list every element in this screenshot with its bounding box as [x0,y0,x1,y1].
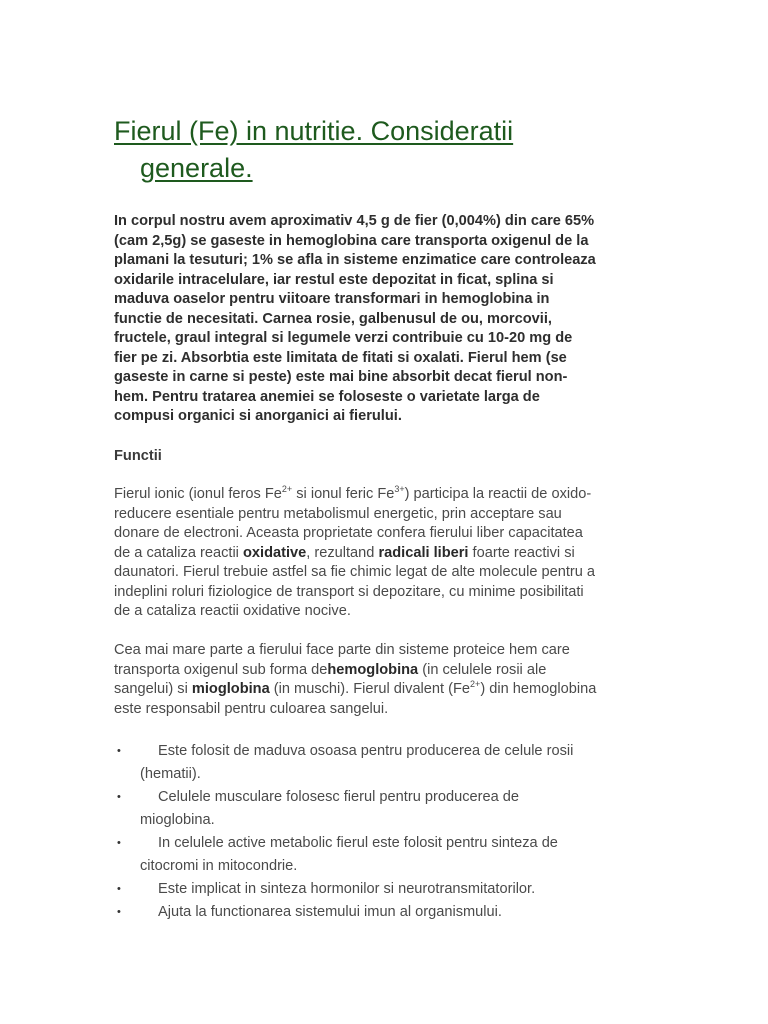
paragraph-hemoglobina [114,641,659,719]
text-fragment: ) din hemoglobina [480,681,597,697]
intro-line: fructele, graul integral si legumele verzi contribuie cu 10-20 mg de [114,330,573,346]
list-item-line: Celulele musculare folosesc fierul pentru producerea de [158,789,519,805]
bullet-icon: • [117,906,121,918]
text-fragment: Fierul ionic (ionul feros Fe [114,486,282,502]
paragraph-line: este responsabil pentru culoarea sangelui. [114,700,389,717]
bullet-icon: • [117,883,121,895]
list-item-line: In celulele active metabolic fierul este folosit pentru sinteza de [158,835,558,851]
intro-line: fier pe zi. Absorbtia este limitata de fitati si oxalati. Fierul hem (se [114,349,567,366]
list-item-text [140,901,659,924]
bold-term-hemoglobina: hemoglobina [327,661,419,678]
intro-line: gaseste in carne si peste) este mai bine absorbit decat fierul non- [114,369,568,385]
paragraph-line: reducere esentiale pentru metabolismul energetic, prin acceptare sau [114,505,562,522]
list-item-line: mioglobina. [140,812,215,828]
paragraph-fier-ionic [114,485,659,622]
functions-bullet-list [114,740,659,924]
bold-term-radicali-liberi: radicali liberi [378,544,469,561]
intro-line: maduva oaselor pentru viitoare transformari in hemoglobina in [114,291,550,307]
list-item-text [140,832,659,878]
title-line-2: generale. [140,153,253,183]
paragraph-line: indeplini roluri fiziologice de transport si depozitare, cu minime posibilitati [114,583,584,600]
text-fragment: (in celulele rosii ale [418,661,547,678]
paragraph-line [114,661,659,681]
list-item [114,740,659,786]
paragraph-line [114,680,659,700]
paragraph-line: de a cataliza reactii oxidative nocive. [114,603,351,619]
document-title [114,113,659,187]
list-item [114,901,659,924]
paragraph-line [114,544,659,564]
section-heading-functii: Functii [114,448,162,464]
text-fragment: si ionul feric Fe [292,486,395,502]
list-item-line: (hematii). [140,766,201,782]
text-fragment: , rezultand [306,544,379,561]
superscript-charge: 2+ [470,679,481,690]
list-item-text [140,740,659,786]
bullet-icon: • [117,791,121,803]
list-item-line: Este implicat in sinteza hormonilor si neurotransmitatorilor. [158,881,536,897]
paragraph-line: donare de electroni. Aceasta proprietate confera fierului liber capacitatea [114,525,583,541]
intro-line: hem. Pentru tratarea anemiei se foloseste o varietate larga de [114,388,540,405]
bullet-icon: • [117,837,121,849]
text-fragment: sangelui) si [114,681,192,697]
bold-term-oxidative: oxidative [242,544,307,561]
list-item-line: Ajuta la functionarea sistemului imun al organismului. [158,904,502,920]
list-item-line: citocromi in mitocondrie. [140,858,298,874]
text-fragment: (in muschi). Fierul divalent (Fe [269,681,471,697]
list-item-text [140,786,659,832]
intro-line: (cam 2,5g) se gaseste in hemoglobina care transporta oxigenul de la [114,232,589,249]
intro-paragraph [114,212,659,427]
list-item-line: Este folosit de maduva osoasa pentru producerea de celule rosii [158,743,574,759]
intro-line: functie de necesitati. Carnea rosie, galbenusul de ou, morcovii, [114,310,552,327]
list-item [114,786,659,832]
superscript-charge: 3+ [394,484,405,495]
paragraph-line: Cea mai mare parte a fierului face parte din sisteme proteice hem care [114,642,570,658]
text-fragment: ) participa la reactii de oxido- [404,486,592,502]
intro-line: plamani la tesuturi; 1% se afla in sisteme enzimatice care controleaza [114,252,596,268]
text-fragment: foarte reactivi si [468,544,575,561]
intro-line: compusi organici si anorganici ai fierului. [114,408,402,424]
bold-term-mioglobina: mioglobina [191,681,270,697]
superscript-charge: 2+ [281,484,293,495]
intro-line: In corpul nostru avem aproximativ 4,5 g de fier (0,004%) din care 65% [114,213,595,229]
title-line-1: Fierul (Fe) in nutritie. Consideratii [114,116,514,146]
bullet-icon: • [117,745,121,757]
list-item-text [140,878,659,901]
list-item [114,832,659,878]
paragraph-line: daunatori. Fierul trebuie astfel sa fie chimic legat de alte molecule pentru a [114,564,596,580]
paragraph-line [114,485,659,505]
text-fragment: transporta oxigenul sub forma de [114,661,328,678]
intro-line: oxidarile intracelulare, iar restul este depozitat in ficat, splina si [114,271,554,288]
text-fragment: de a cataliza reactii [114,544,243,561]
list-item [114,878,659,901]
